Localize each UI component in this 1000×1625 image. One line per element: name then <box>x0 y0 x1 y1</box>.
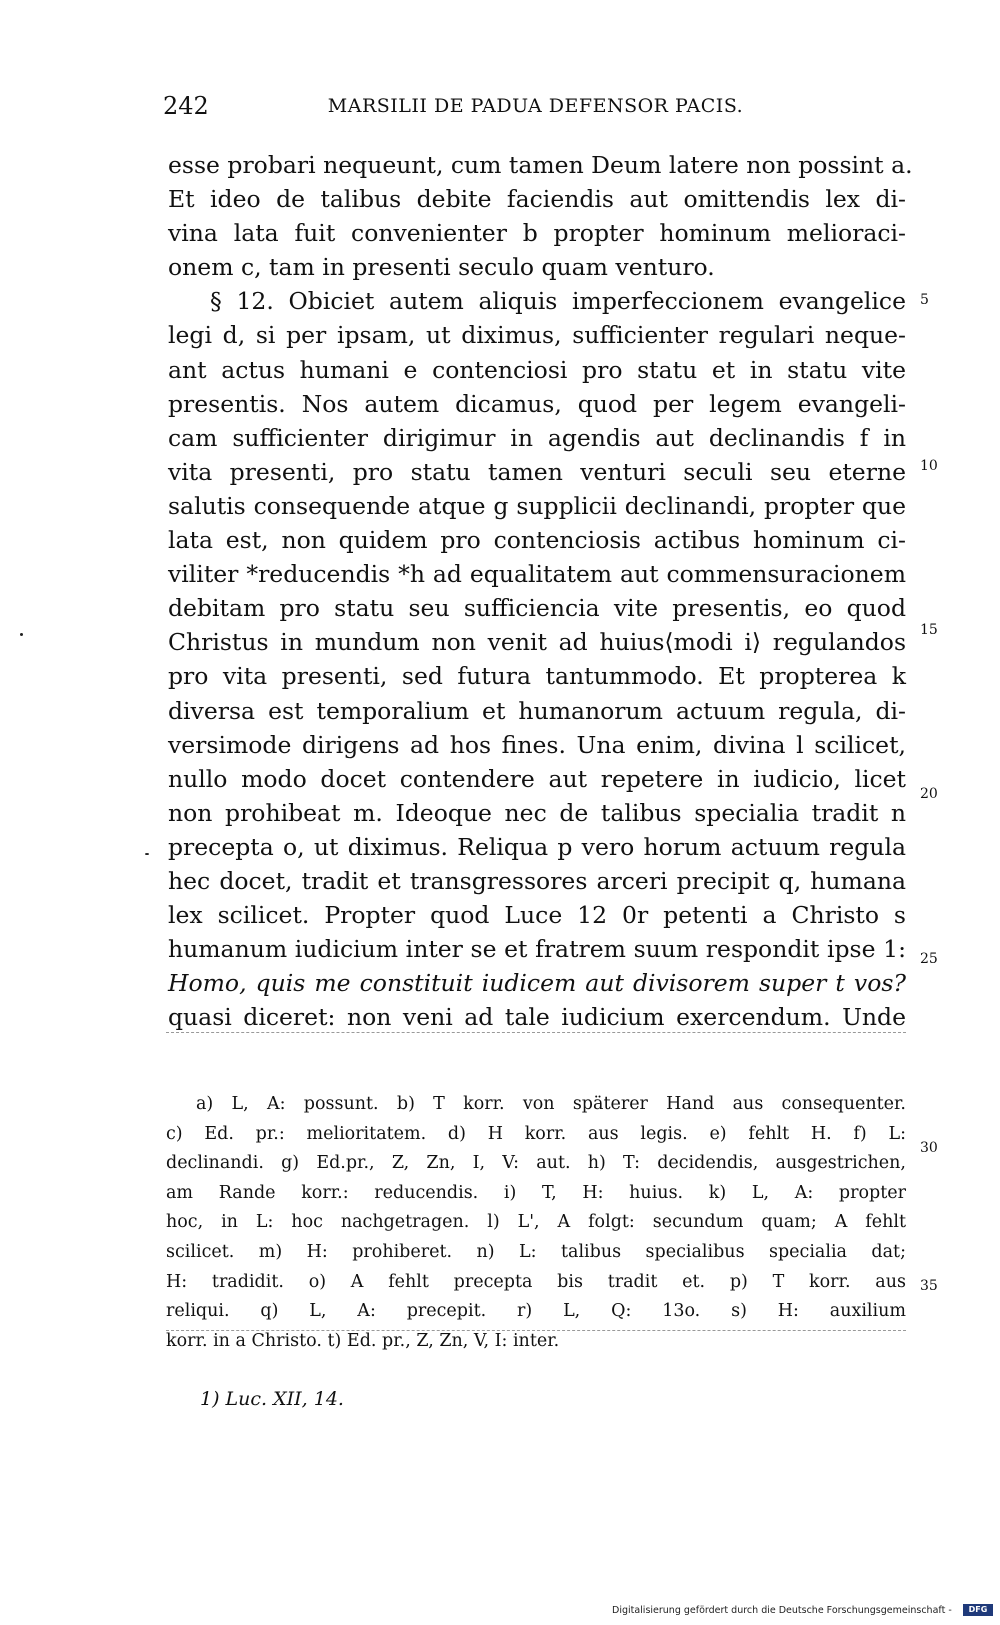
reference-footnote: 1) Luc. XII, 14. <box>200 1388 344 1410</box>
line-number: 10 <box>920 458 938 474</box>
text-line: salutis consequende atque g supplicii declinandi, propter que <box>168 491 906 520</box>
page-header <box>163 92 908 124</box>
critical-apparatus <box>166 1090 906 1356</box>
footnote-line: am Rande korr.: reducendis. i) T, H: huius. k) L, A: propter <box>166 1182 906 1203</box>
text-line: hec docet, tradit et transgressores arceri precipit q, humana <box>168 866 906 895</box>
footnote-line: scilicet. m) H: prohiberet. n) L: talibus specialibus specialia dat; <box>166 1241 906 1262</box>
footnote-line: reliqui. q) L, A: precepit. r) L, Q: 13o. s) H: auxilium <box>166 1301 906 1322</box>
text-line: Et ideo de talibus debite faciendis aut omittendis lex di- <box>168 185 906 214</box>
text-line: pro vita presenti, sed futura tantummodo. Et propterea k <box>168 662 906 691</box>
text-line: versimode dirigens ad hos fines. Una enim, divina l scilicet, <box>168 730 906 759</box>
footnote-line: H: tradidit. o) A fehlt precepta bis tradit et. p) T korr. aus <box>166 1271 906 1292</box>
text-line: diversa est temporalium et humanorum actuum regula, di- <box>168 696 906 725</box>
text-line: quasi diceret: non veni ad tale iudicium exercendum. Unde <box>168 1003 906 1032</box>
reference-divider <box>166 1330 906 1331</box>
footnote-line: a) L, A: possunt. b) T korr. von späterer Hand aus consequenter. <box>196 1094 906 1114</box>
line-number: 20 <box>920 786 938 802</box>
text-line: legi d, si per ipsam, ut diximus, sufficienter regulari neque- <box>168 321 906 350</box>
text-line: onem c, tam in presenti seculo quam venturo. <box>168 253 715 282</box>
text-line: Christus in mundum non venit ad huius⟨modi i⟩ regulandos <box>168 628 906 657</box>
text-line: precepta o, ut diximus. Reliqua p vero horum actuum regula <box>168 832 906 861</box>
scan-speck <box>20 633 23 636</box>
line-number: 25 <box>920 951 938 967</box>
text-line: nullo modo docet contendere aut repetere in iudicio, licet <box>168 764 906 793</box>
text-line: humanum iudicium inter se et fratrem suum respondit ipse 1: <box>168 935 906 964</box>
text-line: ant actus humani e contenciosi pro statu et in statu vite <box>168 355 906 384</box>
text-line: non prohibeat m. Ideoque nec de talibus specialia tradit n <box>168 798 906 827</box>
page-number: 242 <box>163 92 209 120</box>
line-number: 30 <box>920 1140 938 1156</box>
text-line: viliter *reducendis *h ad equalitatem aut commensuracionem <box>168 560 906 589</box>
footnote-line: hoc, in L: hoc nachgetragen. l) L', A folgt: secundum quam; A fehlt <box>166 1212 906 1233</box>
line-number: 35 <box>920 1278 938 1294</box>
text-line: esse probari nequeunt, cum tamen Deum latere non possint a. <box>168 151 913 179</box>
text-line: lex scilicet. Propter quod Luce 12 0r petenti a Christo s <box>168 901 906 930</box>
scan-speck <box>145 853 149 855</box>
footnote-divider <box>166 1032 906 1033</box>
digitization-credit: Digitalisierung gefördert durch die Deutsche Forschungsgemeinschaft - <box>612 1605 952 1616</box>
text-line: vita presenti, pro statu tamen venturi seculi seu eterne <box>168 457 906 486</box>
running-title: MARSILII DE PADUA DEFENSOR PACIS. <box>327 95 744 117</box>
text-line: lata est, non quidem pro contenciosis actibus hominum ci- <box>168 526 906 555</box>
footnote-line: c) Ed. pr.: melioritatem. d) H korr. aus legis. e) fehlt H. f) L: <box>166 1123 906 1144</box>
text-line: cam sufficienter dirigimur in agendis aut declinandis f in <box>168 423 906 452</box>
text-line: vina lata fuit convenienter b propter hominum melioraci- <box>168 219 906 248</box>
line-number: 15 <box>920 622 938 638</box>
dfg-logo: DFG <box>963 1604 993 1616</box>
line-number: 5 <box>920 292 929 308</box>
quotation-line: Homo, quis me constituit iudicem aut divisorem super t vos? <box>168 969 906 998</box>
text-line: debitam pro statu seu sufficiencia vite presentis, eo quod <box>168 594 906 623</box>
text-line: presentis. Nos autem dicamus, quod per legem evangeli- <box>168 389 906 418</box>
main-text <box>168 148 913 1034</box>
paragraph-start-line: § 12. Obiciet autem aliquis imperfeccionem evangelice <box>210 287 906 316</box>
footnote-line: korr. in a Christo. t) Ed. pr., Z, Zn, V, I: inter. <box>166 1330 560 1351</box>
footnote-line: declinandi. g) Ed.pr., Z, Zn, I, V: aut. h) T: decidendis, ausgestrichen, <box>166 1153 906 1174</box>
